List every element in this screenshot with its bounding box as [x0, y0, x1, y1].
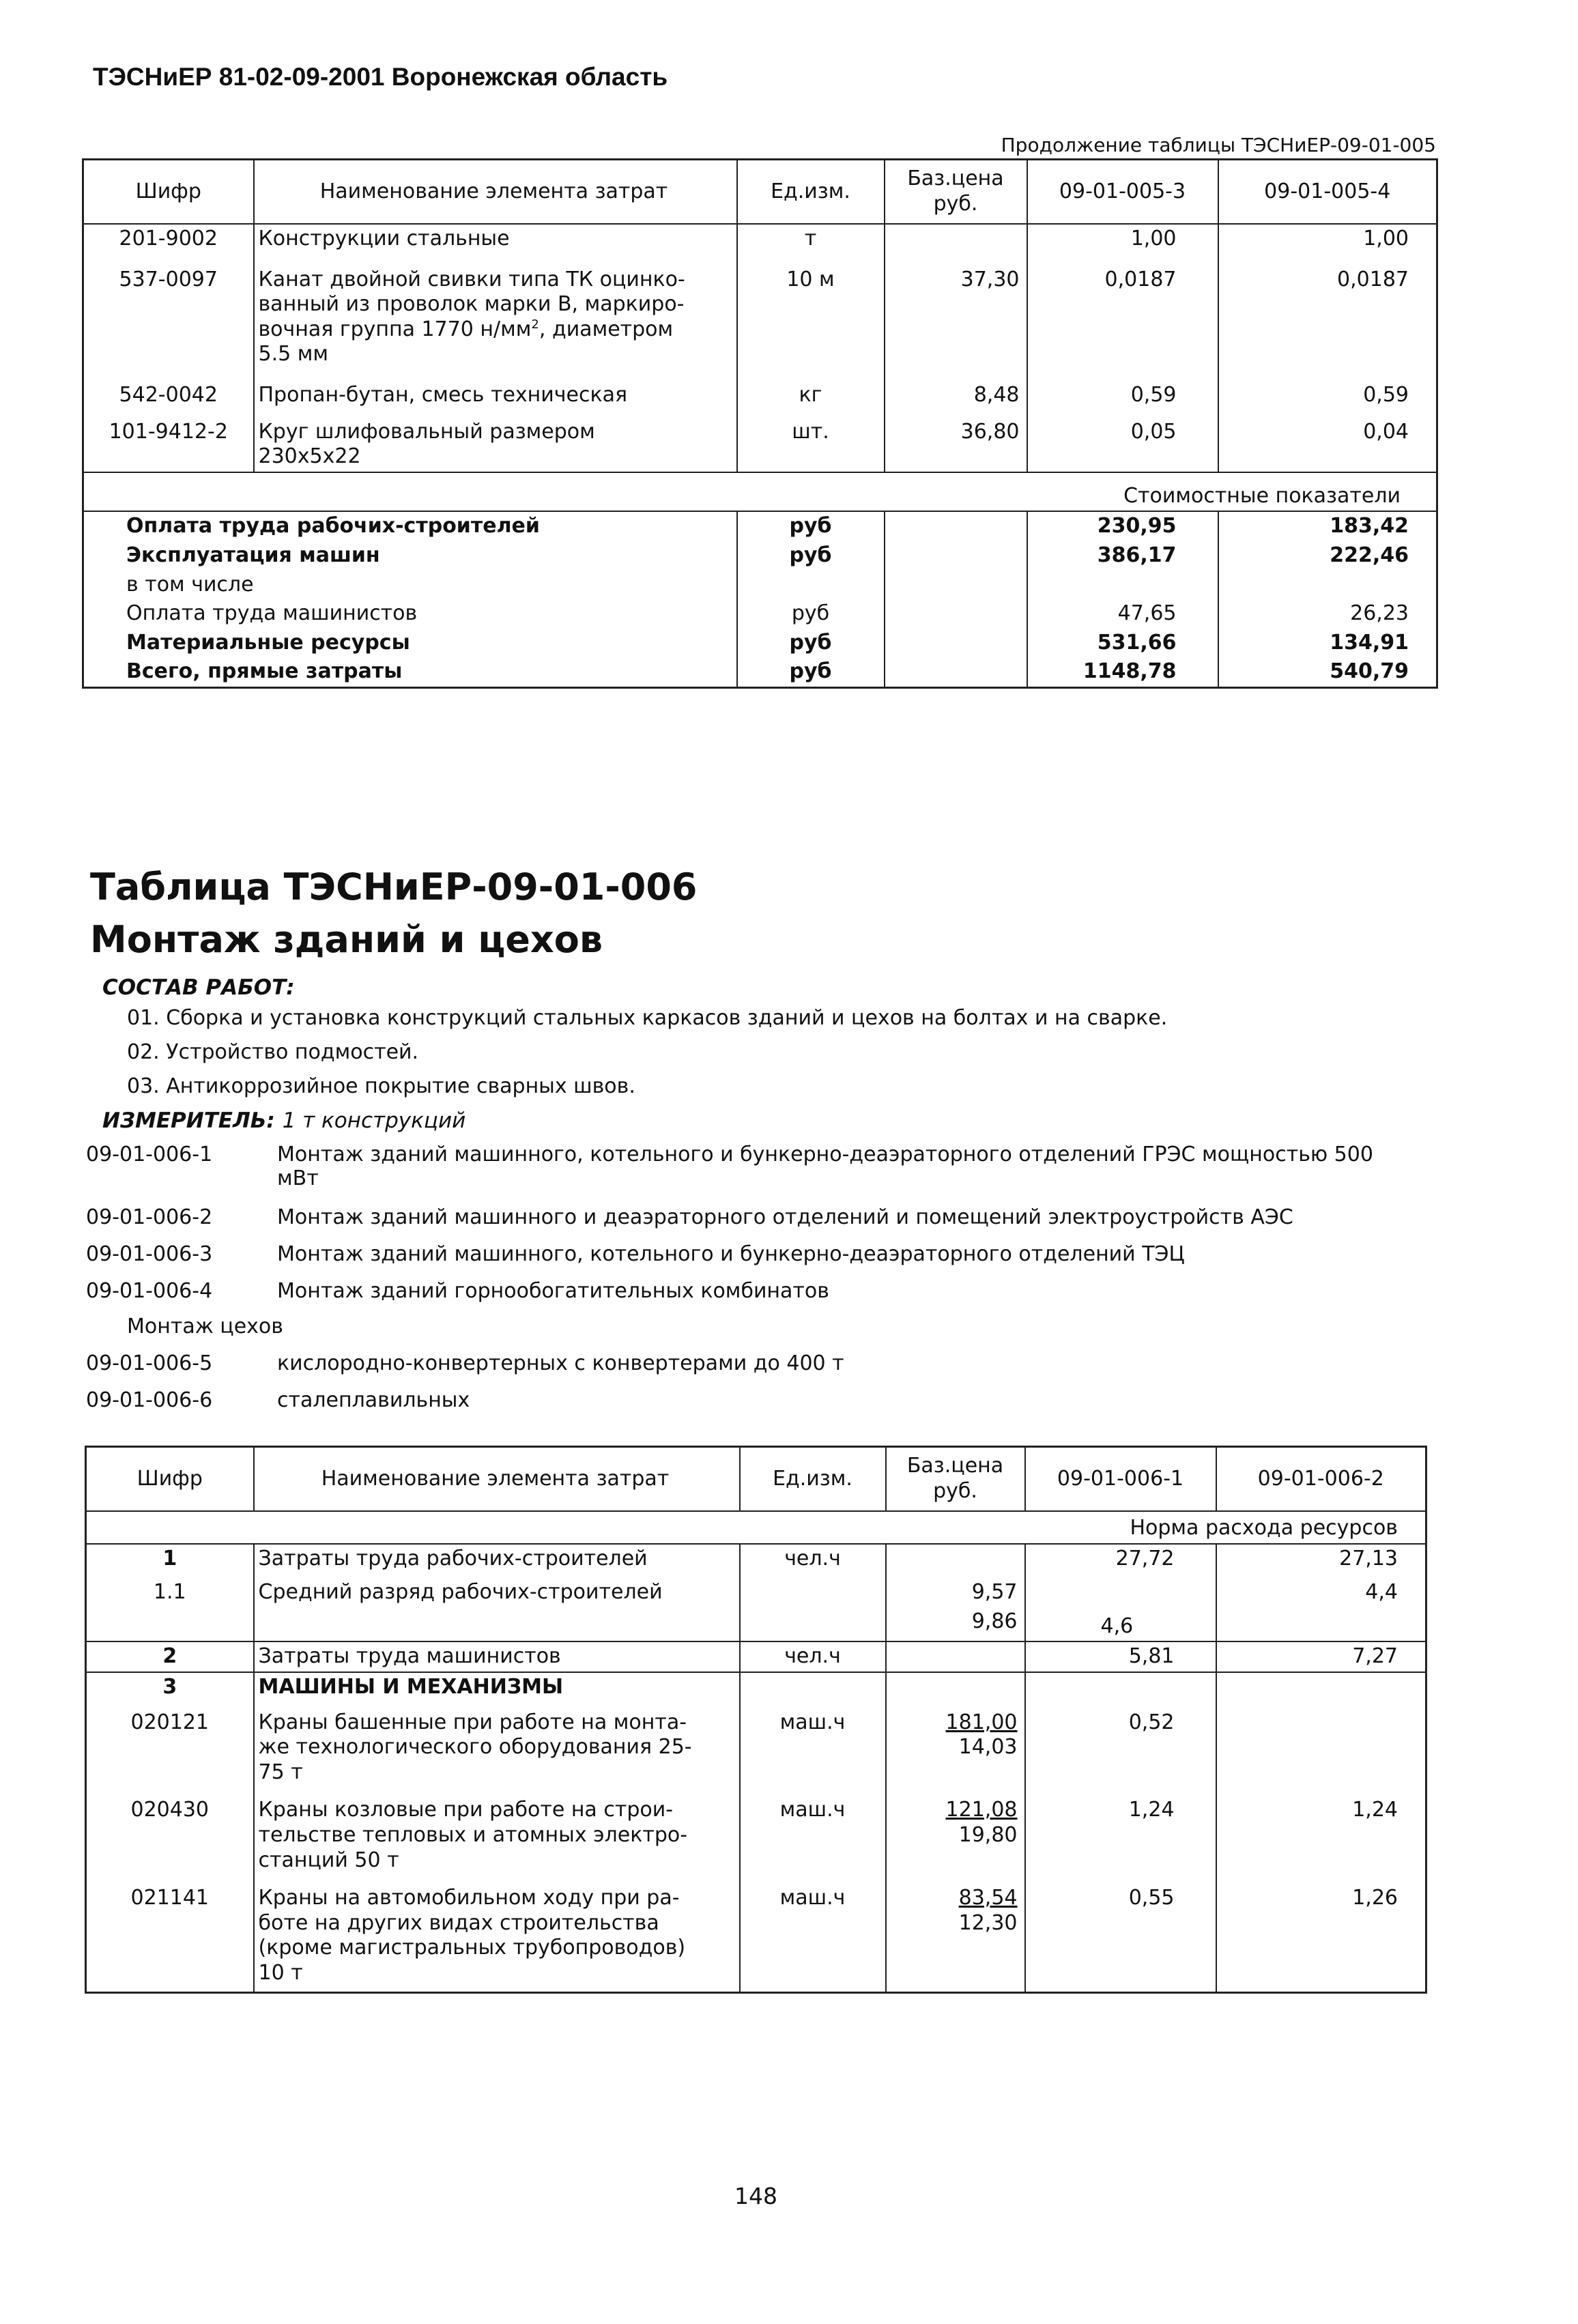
header-col2: 09-01-005-4: [1218, 160, 1437, 225]
cell-value-2: 4,4: [1365, 1580, 1398, 1605]
summary-unit: руб: [737, 599, 885, 629]
measure-label: ИЗМЕРИТЕЛЬ:: [102, 1108, 275, 1133]
table-header-row: [86, 1447, 1426, 1512]
summary-name: в том числе: [83, 571, 737, 600]
summary-unit: руб: [737, 541, 885, 571]
cell-name: Круг шлифовальный размером 230х5х22: [254, 410, 737, 472]
cell-name: Конструкции стальные: [254, 224, 737, 254]
works-label: СОСТАВ РАБОТ:: [102, 975, 295, 1000]
table-header-row: [83, 160, 1437, 225]
summary-name: Эксплуатация машин: [83, 541, 737, 571]
summary-value-2: 183,42: [1330, 514, 1409, 539]
cell-price: [886, 1641, 1025, 1672]
header-name: Наименование элемента затрат: [254, 160, 737, 225]
measure-row: [102, 1108, 465, 1133]
cell-price: 36,80: [885, 410, 1027, 472]
variant-description: сталеплавильных: [277, 1388, 470, 1412]
variant-code: 09-01-006-2: [86, 1205, 213, 1229]
summary-row: [83, 657, 1437, 687]
summary-price: [885, 511, 1027, 541]
header-code: Шифр: [83, 160, 254, 225]
cell-unit: [740, 1672, 886, 1702]
summary-unit: руб: [737, 511, 885, 541]
summary-value-2: 134,91: [1330, 630, 1409, 655]
cell-unit: шт.: [737, 410, 885, 472]
cell-value-1: 27,72: [1025, 1544, 1216, 1574]
variant-description: Монтаж зданий машинного, котельного и бункерно-деаэраторного отделений ТЭЦ: [277, 1242, 1185, 1266]
cell-value-2: [1216, 1702, 1426, 1788]
cell-value-2: 1,26: [1352, 1886, 1398, 1910]
cell-price: 8,48: [885, 369, 1027, 410]
summary-value-2: 222,46: [1330, 543, 1409, 567]
variant-code: 09-01-006-1: [86, 1143, 213, 1166]
cell-unit: [740, 1607, 886, 1642]
cell-unit: т: [737, 224, 885, 254]
cell-name: [254, 1607, 740, 1642]
variant-code: 09-01-006-4: [86, 1279, 213, 1303]
cell-value-1: 5,81: [1025, 1641, 1216, 1672]
cell-value-2: 0,59: [1363, 382, 1409, 407]
summary-value-1: 386,17: [1027, 541, 1218, 571]
cell-code: 537-0097: [83, 254, 254, 369]
table-row: [86, 1702, 1426, 1788]
header-price: Баз.цена руб.: [885, 160, 1027, 225]
work-item: 03. Антикоррозийное покрытие сварных швов.: [127, 1074, 635, 1098]
page-header: ТЭСНиЕР 81-02-09-2001 Воронежская область: [93, 63, 668, 91]
cell-value-1: 0,52: [1025, 1702, 1216, 1788]
table-row: [86, 1544, 1426, 1574]
cell-value-1: [1025, 1672, 1216, 1702]
summary-value-1: 1148,78: [1027, 657, 1218, 687]
page-number: 148: [734, 2183, 777, 2209]
machine-price: 121,08: [945, 1798, 1018, 1822]
cell-name: Краны на автомобильном ходу при ра- боте на других видах строительства (кроме магистральных трубопроводов) 10 т: [254, 1875, 740, 1992]
cell-value-2: [1216, 1672, 1426, 1702]
table-row: [86, 1641, 1426, 1672]
summary-row: [83, 571, 1437, 600]
operator-price: 14,03: [958, 1735, 1018, 1760]
cell-value-2: 1,24: [1352, 1798, 1398, 1822]
table-row: [83, 369, 1437, 410]
cell-unit: чел.ч: [740, 1544, 886, 1574]
summary-unit: руб: [737, 657, 885, 687]
variant-code: 09-01-006-3: [86, 1242, 213, 1266]
variant-code: 09-01-006-5: [86, 1351, 213, 1375]
summary-row: [83, 629, 1437, 658]
cell-name: Затраты труда машинистов: [254, 1641, 740, 1672]
cell-name: Затраты труда рабочих-строителей: [254, 1544, 740, 1574]
shops-label: Монтаж цехов: [127, 1315, 283, 1338]
summary-value-2: [1218, 571, 1437, 600]
header-col2: 09-01-006-2: [1216, 1447, 1426, 1512]
summary-unit: руб: [737, 629, 885, 658]
cell-value-1: 0,05: [1027, 410, 1218, 472]
variant-description: Монтаж зданий горнообогатительных комбинатов: [277, 1279, 829, 1303]
cell-name: Средний разряд рабочих-строителей: [254, 1573, 740, 1607]
machine-price: 181,00: [945, 1710, 1018, 1734]
norm-caption: Норма расхода ресурсов: [86, 1511, 1426, 1544]
table-row: [83, 224, 1437, 254]
variant-row: [86, 1351, 1417, 1375]
header-unit: Ед.изм.: [737, 160, 885, 225]
summary-value-1: 47,65: [1027, 599, 1218, 629]
cell-code: 021141: [86, 1875, 254, 1992]
header-col1: 09-01-005-3: [1027, 160, 1218, 225]
cell-unit: кг: [737, 369, 885, 410]
cell-unit: маш.ч: [740, 1702, 886, 1788]
cell-price: [886, 1875, 1025, 1992]
table-row: [83, 254, 1437, 369]
work-item: 01. Сборка и установка конструкций стальных каркасов зданий и цехов на болтах и на сварке.: [127, 1006, 1168, 1030]
summary-row: [83, 511, 1437, 541]
variant-description: Монтаж зданий машинного и деаэраторного отделений и помещений электроустройств АЭС: [277, 1205, 1293, 1229]
cell-name: МАШИНЫ И МЕХАНИЗМЫ: [254, 1672, 740, 1702]
summary-name: Оплата труда машинистов: [83, 599, 737, 629]
cell-value-2: 0,04: [1363, 419, 1409, 444]
cell-code: 3: [86, 1672, 254, 1702]
header-name: Наименование элемента затрат: [254, 1447, 740, 1512]
table-row: [83, 410, 1437, 472]
summary-value-1: 230,95: [1027, 511, 1218, 541]
header-code: Шифр: [86, 1447, 254, 1512]
variant-row: [86, 1279, 1417, 1303]
cost-caption-row: [83, 472, 1437, 512]
summary-value-1: [1027, 571, 1218, 600]
cell-unit: маш.ч: [740, 1875, 886, 1992]
cell-price: [886, 1787, 1025, 1875]
cell-code: 020430: [86, 1787, 254, 1875]
summary-row: [83, 599, 1437, 629]
cell-code: 542-0042: [83, 369, 254, 410]
cell-code: [86, 1607, 254, 1642]
measure-value: 1 т конструкций: [282, 1108, 466, 1133]
variant-row: [86, 1388, 1417, 1412]
cell-price: [886, 1544, 1025, 1574]
cell-unit: 10 м: [737, 254, 885, 369]
cell-value-1: 0,59: [1027, 369, 1218, 410]
section-subtitle: Монтаж зданий и цехов: [90, 918, 603, 961]
cell-code: 1: [86, 1544, 254, 1574]
summary-name: Материальные ресурсы: [83, 629, 737, 658]
cell-price: 37,30: [885, 254, 1027, 369]
variant-row: [86, 1143, 1417, 1191]
header-col1: 09-01-006-1: [1025, 1447, 1216, 1512]
table-row: [86, 1573, 1426, 1607]
table-caption: Продолжение таблицы ТЭСНиЕР-09-01-005: [1001, 134, 1436, 156]
cell-price: 9,57: [886, 1573, 1025, 1607]
variant-description: кислородно-конвертерных с конвертерами до 400 т: [277, 1351, 844, 1375]
table-row: [86, 1875, 1426, 1992]
cell-name: Пропан-бутан, смесь техническая: [254, 369, 737, 410]
header-unit: Ед.изм.: [740, 1447, 886, 1512]
resource-table-005: [82, 158, 1438, 689]
cell-name: Краны башенные при работе на монта- же технологического оборудования 25- 75 т: [254, 1702, 740, 1788]
summary-unit: [737, 571, 885, 600]
cell-value-1: 0,0187: [1027, 254, 1218, 369]
cell-name: Канат двойной свивки типа ТК оцинко- ванный из проволок марки В, маркиро- вочная группа 1770 $н/мм^2$, диаметром 5.5 мм: [254, 254, 737, 369]
summary-price: [885, 629, 1027, 658]
summary-price: [885, 571, 1027, 600]
cell-value-1: [1025, 1573, 1216, 1607]
cell-value-2: 7,27: [1216, 1641, 1426, 1672]
summary-price: [885, 657, 1027, 687]
cell-price: [886, 1702, 1025, 1788]
cost-caption: Стоимостные показатели: [83, 472, 1437, 512]
header-price: Баз.цена руб.: [886, 1447, 1025, 1512]
summary-value-1: 531,66: [1027, 629, 1218, 658]
summary-name: Оплата труда рабочих-строителей: [83, 511, 737, 541]
cell-value-1: 4,6: [1025, 1607, 1216, 1642]
resource-table-006: [85, 1446, 1427, 1994]
variant-row: [86, 1242, 1417, 1266]
cell-value-2: 27,13: [1339, 1546, 1398, 1570]
summary-value-2: 540,79: [1330, 659, 1409, 684]
table-row: [86, 1607, 1426, 1642]
cell-code: 201-9002: [83, 224, 254, 254]
cell-code: 2: [86, 1641, 254, 1672]
cell-price: [886, 1672, 1025, 1702]
variant-code: 09-01-006-6: [86, 1388, 213, 1412]
summary-name: Всего, прямые затраты: [83, 657, 737, 687]
cell-value-2: 1,00: [1363, 227, 1409, 250]
summary-value-2: 26,23: [1350, 601, 1409, 626]
operator-price: 19,80: [958, 1822, 1018, 1847]
cell-value-1: 1,24: [1025, 1787, 1216, 1875]
cell-unit: маш.ч: [740, 1787, 886, 1875]
variant-row: [86, 1205, 1417, 1229]
summary-price: [885, 599, 1027, 629]
norm-caption-row: [86, 1511, 1426, 1544]
machine-price: 83,54: [958, 1886, 1018, 1910]
cell-price: [885, 224, 1027, 254]
work-item: 02. Устройство подмостей.: [127, 1040, 419, 1064]
cell-value-2: 0,0187: [1337, 267, 1409, 291]
cell-unit: [740, 1573, 886, 1607]
cell-value-1: 1,00: [1027, 224, 1218, 254]
cell-unit: чел.ч: [740, 1641, 886, 1672]
table-row: [86, 1787, 1426, 1875]
operator-price: 12,30: [958, 1910, 1018, 1935]
section-title: Таблица ТЭСНиЕР-09-01-006: [90, 865, 698, 908]
table-row: [86, 1672, 1426, 1702]
cell-code: 101-9412-2: [83, 410, 254, 472]
cell-value-2: [1216, 1607, 1426, 1642]
cell-code: 1.1: [86, 1573, 254, 1607]
cell-code: 020121: [86, 1702, 254, 1788]
variant-description: Монтаж зданий машинного, котельного и бункерно-деаэраторного отделений ГРЭС мощностью 500 мВт: [277, 1143, 1373, 1191]
cell-price: 9,86: [886, 1607, 1025, 1642]
summary-row: [83, 541, 1437, 571]
cell-name: Краны козловые при работе на строи- тельстве тепловых и атомных электро- станций 50 т: [254, 1787, 740, 1875]
summary-price: [885, 541, 1027, 571]
cell-value-1: 0,55: [1025, 1875, 1216, 1992]
